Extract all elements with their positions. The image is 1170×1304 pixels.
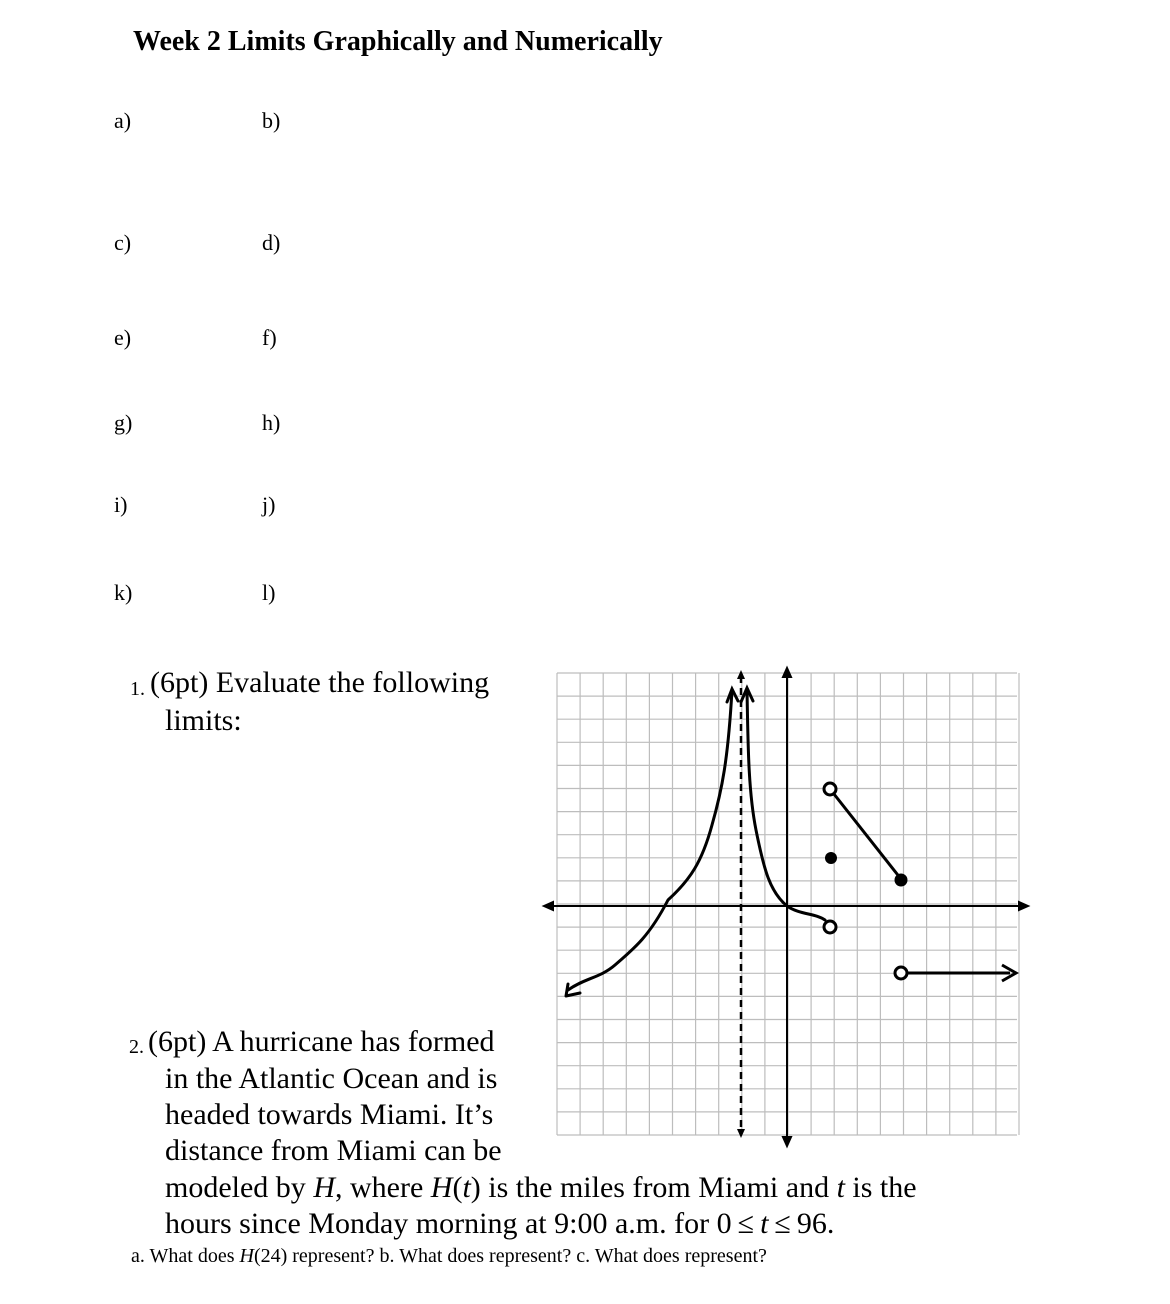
line6-part-b: ≤ 96. (768, 1207, 835, 1240)
line5-open-paren: ( (452, 1171, 463, 1204)
answer-label-d: d) (262, 230, 281, 255)
problem-2-text-line-3: headed towards Miami. It’s (165, 1098, 494, 1131)
line5-close-paren: ) (470, 1171, 481, 1204)
open-circle-top (824, 783, 836, 795)
problem-2-text-line-2: in the Atlantic Ocean and is (165, 1062, 498, 1095)
line5-part-c: is the miles from Miami and (480, 1171, 837, 1204)
problem-2-text-line-4: distance from Miami can be (165, 1134, 502, 1167)
line5-var-H: H (313, 1171, 335, 1204)
line5-part-a: modeled by (165, 1171, 314, 1204)
open-circle-curve-end (824, 921, 836, 933)
answer-label-h: h) (262, 410, 281, 435)
answer-label-b: b) (262, 108, 281, 133)
page-title: Week 2 Limits Graphically and Numerically (133, 26, 663, 57)
answer-label-e: e) (114, 325, 132, 350)
problem-2-text-line-5 (165, 1170, 917, 1206)
problem-1-text-line-2: limits: (165, 704, 242, 737)
line5-part-b: , where (334, 1171, 431, 1204)
line6-var-t: t (760, 1207, 769, 1240)
subq-part-a2: (24) represent? b. What does represent? c. What does represent? (253, 1245, 767, 1267)
answer-label-f: f) (262, 325, 277, 350)
x-axis-right-arrow (1019, 902, 1028, 910)
subq-part-a1: a. What does (131, 1245, 240, 1267)
open-circle-ray-start (895, 967, 907, 979)
line6-part-a: hours since Monday morning at 9:00 a.m. for 0 ≤ (165, 1207, 761, 1240)
answer-label-c: c) (114, 230, 132, 255)
line-segment (830, 789, 901, 879)
problem-2-number: 2. (129, 1036, 144, 1058)
y-axis-bottom-arrow (783, 1137, 791, 1146)
line5-var-t: t (836, 1171, 845, 1204)
line5-func-H: H (430, 1171, 453, 1204)
subq-var-H: H (239, 1245, 254, 1267)
answer-label-l: l) (262, 580, 276, 605)
answer-label-g: g) (114, 410, 133, 435)
problem-2-subquestions (131, 1245, 767, 1268)
closed-circle-isolated (825, 852, 837, 864)
answer-label-k: k) (114, 580, 133, 605)
answer-label-a: a) (114, 108, 132, 133)
problem-2-text-line-6 (165, 1206, 834, 1242)
answer-label-i: i) (114, 492, 128, 517)
y-axis-top-arrow (783, 668, 791, 677)
line5-func-t: t (462, 1171, 471, 1204)
problem-1-text-line-1: (6pt) Evaluate the following (150, 666, 490, 699)
problem-2-text-line-1: (6pt) A hurricane has formed (148, 1025, 495, 1058)
answer-label-j: j) (262, 492, 276, 517)
problem-1-number: 1. (130, 678, 145, 700)
closed-circle-segment-end (895, 874, 908, 887)
x-axis-left-arrow (544, 902, 553, 910)
line5-part-d: is the (844, 1171, 917, 1204)
